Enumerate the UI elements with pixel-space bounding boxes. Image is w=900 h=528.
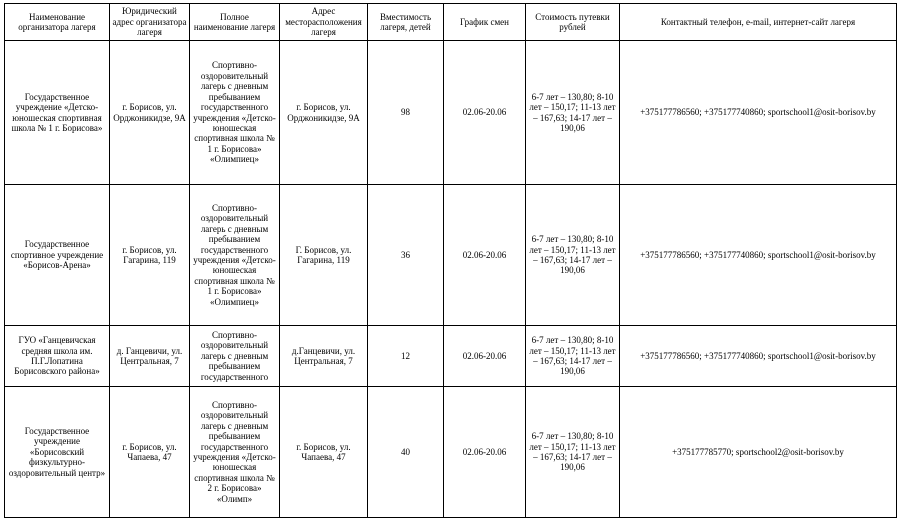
cell-organizer: Государственное учреждение «Детско-юношеская спортивная школа № 1 г. Борисова» [5, 41, 110, 185]
camps-table [4, 3, 897, 518]
cell-camp-address: д.Ганцевичи, ул. Центральная, 7 [280, 326, 368, 387]
header-organizer: Наименование организатора лагеря [5, 4, 110, 41]
cell-camp-name [190, 326, 280, 387]
cell-schedule: 02.06-20.06 [444, 326, 526, 387]
table-row [5, 387, 897, 518]
header-contacts: Контактный телефон, e-mail, интернет-сайт лагеря [620, 4, 897, 41]
cell-schedule: 02.06-20.06 [444, 387, 526, 518]
cell-legal-address: г. Борисов, ул. Чапаева, 47 [110, 387, 190, 518]
cell-contacts: +375177786560; +375177740860; sportschool1@osit-borisov.by [620, 326, 897, 387]
cell-organizer: Государственное спортивное учреждение «Борисов-Арена» [5, 185, 110, 326]
cell-schedule: 02.06-20.06 [444, 41, 526, 185]
cell-price: 6-7 лет – 130,80; 8-10 лет – 150,17; 11-13 лет – 167,63; 14-17 лет – 190,06 [526, 185, 620, 326]
cell-schedule: 02.06-20.06 [444, 185, 526, 326]
cell-camp-address: Г. Борисов, ул. Гагарина, 119 [280, 185, 368, 326]
header-price: Стоимость путевки рублей [526, 4, 620, 41]
cell-capacity: 36 [368, 185, 444, 326]
table-row [5, 41, 897, 185]
cell-capacity: 98 [368, 41, 444, 185]
cell-contacts: +375177786560; +375177740860; sportschool1@osit-borisov.by [620, 41, 897, 185]
header-legal-address: Юридический адрес организатора лагеря [110, 4, 190, 41]
cell-capacity: 12 [368, 326, 444, 387]
camp-name-text: Спортивно-оздоровительный лагерь с дневным пребыванием государственного учреждения «Детско-юношеская спортивная школа № 2 г. Борисова» «Олимп» [193, 399, 276, 504]
cell-camp-address: г. Борисов, ул. Орджоникидзе, 9А [280, 41, 368, 185]
cell-price: 6-7 лет – 130,80; 8-10 лет – 150,17; 11-13 лет – 167,63; 14-17 лет – 190,06 [526, 41, 620, 185]
cell-camp-name: Спортивно-оздоровительный лагерь с дневным пребыванием государственного учреждения «Детско-юношеская спортивная школа № 1 г. Борисова» «Олимпиец» [190, 41, 280, 185]
cell-legal-address: д. Ганцевичи, ул. Центральная, 7 [110, 326, 190, 387]
header-capacity: Вместимость лагеря, детей [368, 4, 444, 41]
table-row [5, 326, 897, 387]
cell-camp-address: г. Борисов, ул. Чапаева, 47 [280, 387, 368, 518]
header-camp-name: Полное наименование лагеря [190, 4, 280, 41]
cell-organizer: ГУО «Ганцевичская средняя школа им. П.Г.Лопатина Борисовского района» [5, 326, 110, 387]
header-schedule: График смен [444, 4, 526, 41]
cell-price: 6-7 лет – 130,80; 8-10 лет – 150,17; 11-13 лет – 167,63; 14-17 лет – 190,06 [526, 326, 620, 387]
cell-price: 6-7 лет – 130,80; 8-10 лет – 150,17; 11-13 лет – 167,63; 14-17 лет – 190,06 [526, 387, 620, 518]
cell-camp-name [190, 387, 280, 518]
header-camp-address: Адрес месторасположения лагеря [280, 4, 368, 41]
cell-camp-name: Спортивно-оздоровительный лагерь с дневным пребыванием государственного учреждения «Детско-юношеская спортивная школа № 1 г. Борисова» «Олимпиец» [190, 185, 280, 326]
cell-organizer: Государственное учреждение «Борисовский физкультурно-оздоровительный центр» [5, 387, 110, 518]
cell-legal-address: г. Борисов, ул. Гагарина, 119 [110, 185, 190, 326]
table-row [5, 185, 897, 326]
header-row [5, 4, 897, 41]
cell-legal-address: г. Борисов, ул. Орджоникидзе, 9А [110, 41, 190, 185]
cell-contacts: +375177786560; +375177740860; sportschool1@osit-borisov.by [620, 185, 897, 326]
cell-contacts: +375177785770; sportschool2@osit-borisov.by [620, 387, 897, 518]
cell-capacity: 40 [368, 387, 444, 518]
camp-name-text: Спортивно-оздоровительный лагерь с дневным пребыванием государственного [200, 330, 269, 382]
